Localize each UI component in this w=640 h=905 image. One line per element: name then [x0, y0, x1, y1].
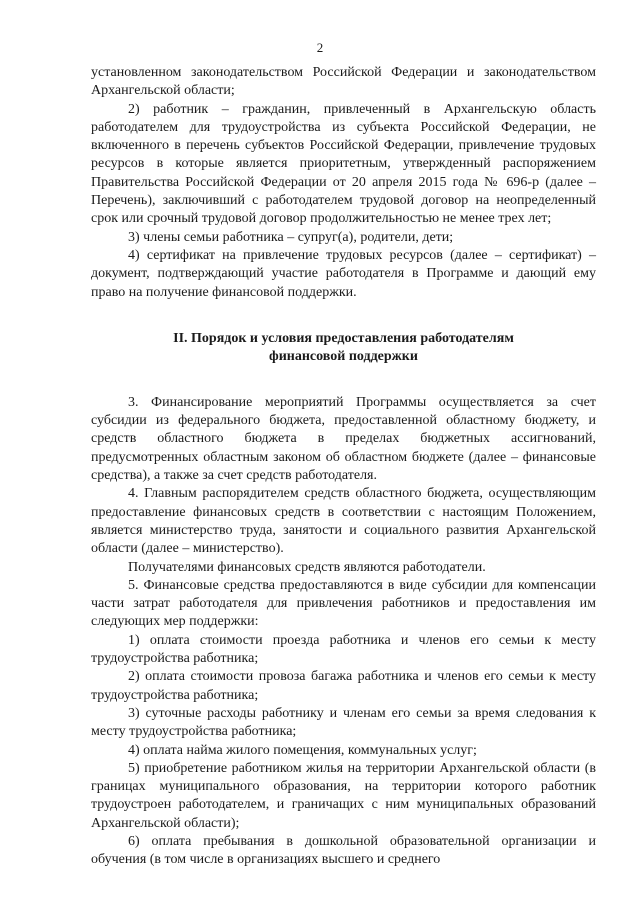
list-item-support-2: 2) оплата стоимости провоза багажа работника и членов его семьи к месту трудоустройства работника; [91, 669, 596, 703]
paragraph-clause-5: 5. Финансовые средства предоставляются в виде субсидии для компенсации части затрат работодателя для привлечения работников и предоставления им следующих мер поддержки: [91, 577, 596, 630]
list-item-support-5: 5) приобретение работником жилья на территории Архангельской области (в границах муниципального образования, на территории которого работник трудоустроен работодателем, и граничащих с ним муниципальных образований Архангельской области); [91, 760, 596, 831]
paragraph-definition-family: 3) члены семьи работника – супруг(а), родители, дети; [128, 229, 454, 245]
list-item-support-6: 6) оплата пребывания в дошкольной образовательной организации и обучения (в том числе в организациях высшего и среднего [91, 833, 596, 868]
list-item-support-3: 3) суточные расходы работнику и членам его семьи за время следования к месту трудоустройства работника; [91, 705, 596, 740]
paragraph: установленном законодательством Российской Федерации и законодательством Архангельской области; [91, 65, 596, 99]
document-body [91, 64, 596, 870]
paragraph-clause-4: 4. Главным распорядителем средств областного бюджета, осуществляющим предоставление финансовых средств в соответствии с настоящим Положением, является министерство труда, занятости и социального развития Архангельской области (далее – министерство). [91, 486, 596, 557]
section-heading [91, 330, 596, 367]
paragraph-clause-3: 3. Финансирование мероприятий Программы осуществляется за счет субсидии из федерального бюджета, предоставленной областному бюджету, и средств областного бюджета в пределах бюджетных ассигнований, предусмотренных областным законом об областном бюджете (далее – финансовые средства), а также за счет средств работодателя. [91, 394, 596, 484]
section-heading-line1: II. Порядок и условия предоставления работодателям [173, 330, 514, 346]
section-heading-line2: финансовой поддержки [269, 349, 418, 365]
paragraph-definition-worker: 2) работник – гражданин, привлеченный в Архангельскую область работодателем для трудоустройства из субъекта Российской Федерации, не включенного в перечень субъектов Российской Федерации, привлечение трудовых ресурсов в которые является приоритетным, утвержденный распоряжением Правительства Российской Федерации от 20 апреля 2015 года № 696-р (далее – Перечень), заключивший с работодателем трудовой договор на неопределенный срок или срочный трудовой договор продолжительностью не менее трех лет; [91, 101, 596, 227]
paragraph-recipients: Получателями финансовых средств являются работодатели. [128, 559, 486, 575]
paragraph-definition-certificate: 4) сертификат на привлечение трудовых ресурсов (далее – сертификат) – документ, подтверждающий участие работодателя в Программе и дающий ему право на получение финансовой поддержки. [91, 247, 596, 300]
list-item-support-4: 4) оплата найма жилого помещения, коммунальных услуг; [128, 742, 477, 758]
list-item-support-1: 1) оплата стоимости проезда работника и членов его семьи к месту трудоустройства работника; [91, 632, 596, 667]
page-number: 2 [316, 40, 324, 55]
